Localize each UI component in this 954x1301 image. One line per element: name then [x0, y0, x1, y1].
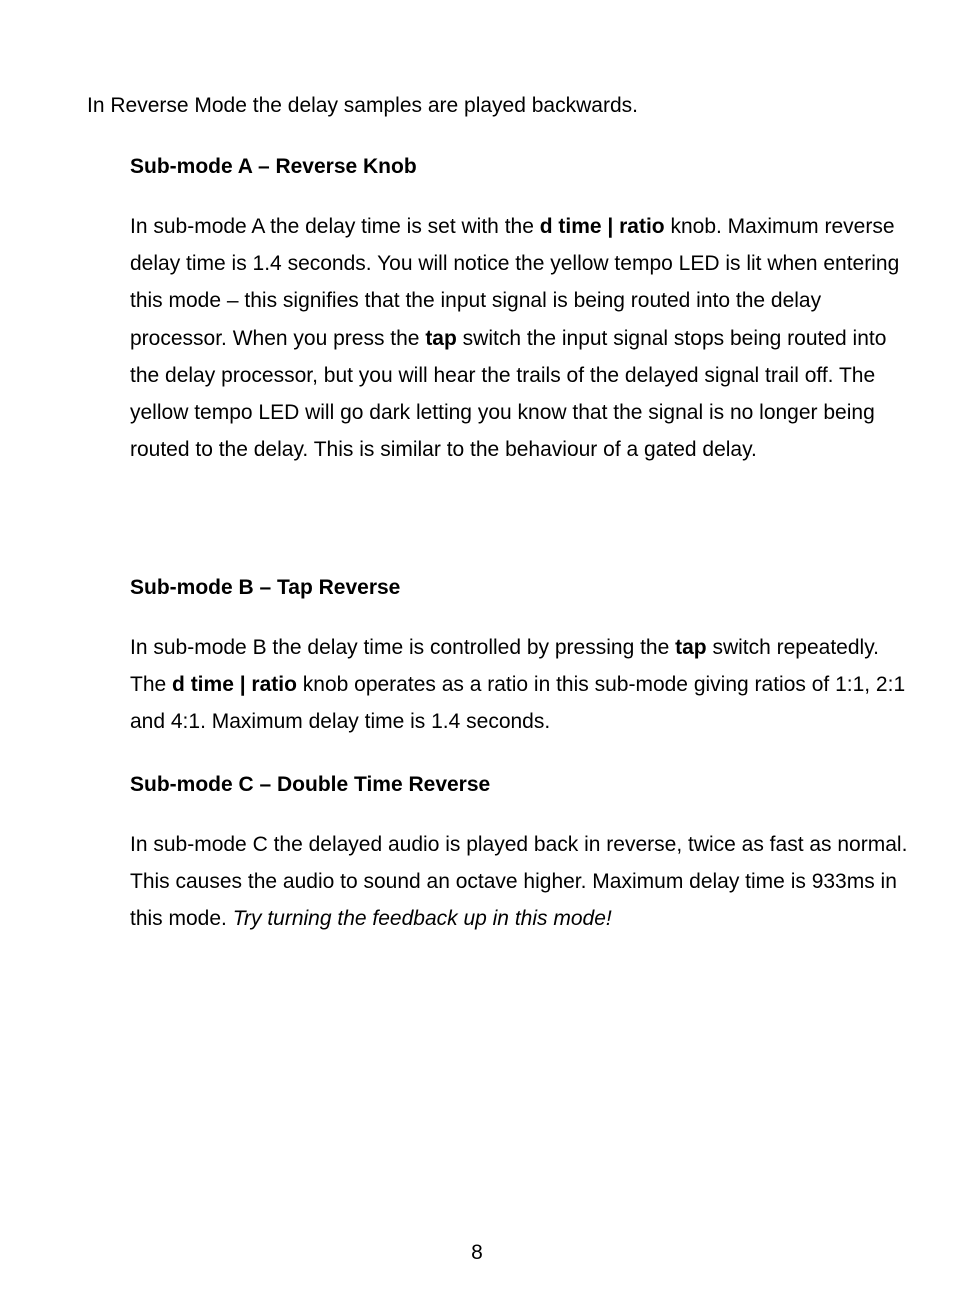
- section-sub-mode-a: [130, 151, 910, 468]
- paragraph-text: In sub-mode C the delayed audio is played back in reverse, twice as fast as normal. This causes the audio to sound an octave higher. Maximum delay time is 933ms in this mode.: [130, 833, 908, 931]
- section-heading-sub-mode-a: Sub-mode A – Reverse Knob: [130, 155, 417, 178]
- paragraph-text: switch repeatedly. The: [130, 636, 879, 697]
- section-heading-sub-mode-b: Sub-mode B – Tap Reverse: [130, 576, 401, 599]
- section-paragraph-sub-mode-a: [130, 208, 910, 468]
- paragraph-text: knob. Maximum reverse delay time is 1.4 seconds. You will notice the yellow tempo LED is lit when entering this mode – this signifies that the input signal is being routed into the delay processor. When you press the: [130, 215, 900, 350]
- italic-tip: Try turning the feedback up in this mode!: [232, 907, 612, 931]
- paragraph-text: switch the input signal stops being routed into the delay processor, but you will hear the trails of the delayed signal trail off. The yellow tempo LED will go dark letting you know that the signal is no longer being routed to the delay. This is similar to the behaviour of a gated delay.: [130, 326, 887, 462]
- intro-paragraph: In Reverse Mode the delay samples are played backwards.: [87, 94, 638, 117]
- section-sub-mode-b: [130, 572, 910, 741]
- bold-term-tap: tap: [675, 636, 707, 659]
- paragraph-text: In sub-mode B the delay time is controlled by pressing the: [130, 636, 676, 659]
- bold-term-d-time-ratio: d time | ratio: [539, 215, 665, 238]
- paragraph-text: In sub-mode A the delay time is set with the: [130, 215, 540, 238]
- section-paragraph-sub-mode-b: [130, 629, 910, 741]
- page-number: 8: [471, 1241, 483, 1264]
- bold-term-tap: tap: [425, 326, 457, 350]
- bold-term-d-time-ratio: d time | ratio: [172, 673, 297, 697]
- section-heading-sub-mode-c: Sub-mode C – Double Time Reverse: [130, 773, 491, 796]
- paragraph-text: knob operates as a ratio in this sub-mode giving ratios of 1:1, 2:1 and 4:1. Maximum delay time is 1.4 seconds.: [130, 673, 906, 734]
- section-paragraph-sub-mode-c: [130, 826, 910, 938]
- section-sub-mode-c: [130, 769, 910, 938]
